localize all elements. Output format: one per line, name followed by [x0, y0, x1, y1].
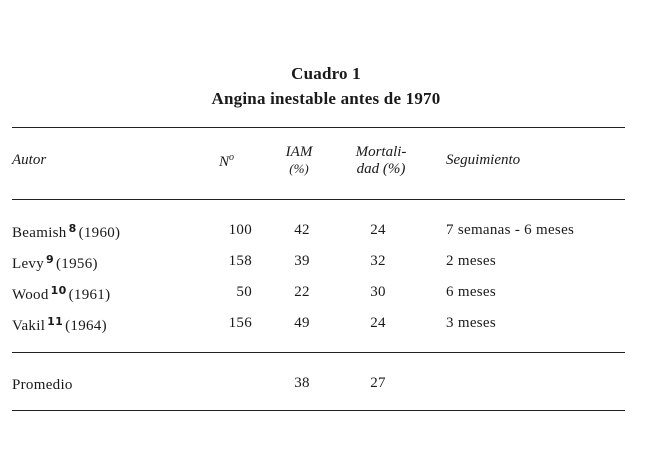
header-n-superscript: o — [229, 152, 235, 163]
bottom-rule — [12, 410, 625, 411]
seguimiento-cell: 6 meses — [446, 284, 497, 300]
n-cell: 100 — [228, 222, 252, 238]
author-year: (1960) — [78, 225, 121, 241]
author-cell — [12, 222, 120, 242]
author-name: Wood — [12, 287, 49, 303]
summary-mortalidad: 27 — [370, 375, 386, 391]
iam-cell: 49 — [294, 315, 310, 331]
seguimiento-cell: 2 meses — [446, 253, 497, 269]
header-iam: IAM — [285, 144, 313, 160]
iam-cell: 39 — [294, 253, 310, 269]
reference-number: 11 — [47, 315, 64, 328]
author-name: Beamish — [12, 225, 67, 241]
author-cell — [12, 284, 110, 304]
author-cell — [12, 253, 98, 273]
n-cell: 158 — [228, 253, 252, 269]
iam-cell: 42 — [294, 222, 310, 238]
header-mortalidad: Mortali- — [355, 144, 407, 160]
header-autor: Autor — [12, 152, 47, 168]
header-n — [219, 152, 234, 171]
header-rule — [12, 199, 625, 200]
seguimiento-cell: 7 semanas - 6 meses — [446, 222, 575, 238]
header-mortalidad-unit: dad (%) — [356, 161, 406, 177]
header-seguimiento: Seguimiento — [446, 152, 521, 168]
header-n-label: N — [219, 154, 230, 170]
iam-cell: 22 — [294, 284, 310, 300]
mortalidad-cell: 30 — [370, 284, 386, 300]
summary-iam: 38 — [294, 375, 310, 391]
author-year: (1956) — [56, 256, 98, 272]
table-title: Angina inestable antes de 1970 — [211, 89, 441, 108]
author-name: Levy — [12, 256, 45, 272]
n-cell: 156 — [228, 315, 252, 331]
author-year: (1961) — [68, 287, 111, 303]
table-number: Cuadro 1 — [291, 64, 361, 83]
reference-number: 9 — [46, 253, 54, 266]
header-iam-unit: (%) — [289, 161, 309, 176]
mortalidad-cell: 24 — [370, 315, 386, 331]
mortalidad-cell: 32 — [370, 253, 386, 269]
n-cell: 50 — [236, 284, 252, 300]
seguimiento-cell: 3 meses — [446, 315, 497, 331]
summary-label: Promedio — [12, 377, 73, 393]
summary-rule — [12, 352, 625, 353]
author-cell — [12, 315, 107, 335]
top-rule — [12, 127, 625, 128]
author-year: (1964) — [65, 318, 107, 334]
reference-number: 8 — [68, 222, 77, 235]
reference-number: 10 — [50, 284, 67, 297]
author-name: Vakil — [12, 318, 46, 334]
mortalidad-cell: 24 — [370, 222, 386, 238]
